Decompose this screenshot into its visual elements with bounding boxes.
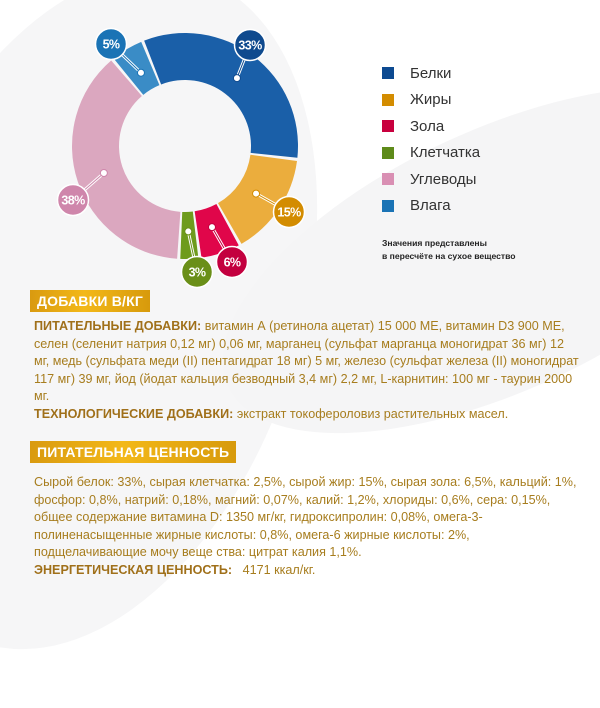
slice-carbs bbox=[72, 60, 180, 258]
data-label: 5% bbox=[102, 37, 120, 52]
nutritional-additives-text: витамин А (ретинола ацетат) 15 000 МЕ, витамин D3 900 МЕ, селен (селенит натрия 0,12 мг) 0,06 мг, марганец (сульфат марганца моногидрат 36 мг) 12 мг, медь (сульфата меди (II) пентагидрат 18 мг) 5 мг, железо (сульфат железа (II) моногидрат 117 мг) 39 мг, йод (йодат кальция безводный 3,4 мг) 2,2 мг, L-карнитин: 100 мг - таурин 2000 мг. bbox=[34, 319, 579, 403]
data-label: 6% bbox=[223, 255, 241, 270]
legend-label: Влага bbox=[410, 197, 451, 215]
legend-label: Зола bbox=[410, 117, 445, 135]
legend bbox=[382, 60, 480, 219]
legend-label: Белки bbox=[410, 64, 452, 82]
tech-additives-label: ТЕХНОЛОГИЧЕСКИЕ ДОБАВКИ: bbox=[34, 406, 234, 421]
additives-header: ДОБАВКИ В/КГ bbox=[30, 290, 150, 312]
note-line: в пересчёте на сухое вещество bbox=[382, 251, 516, 261]
nutrition-header: ПИТАТЕЛЬНАЯ ЦЕННОСТЬ bbox=[30, 441, 236, 463]
data-label: 38% bbox=[61, 193, 85, 208]
data-label: 3% bbox=[188, 265, 206, 280]
leader-dot bbox=[253, 190, 260, 197]
legend-label: Жиры bbox=[410, 91, 452, 109]
note-line: Значения представлены bbox=[382, 238, 487, 248]
leader-dot bbox=[100, 169, 107, 176]
legend-item-moisture bbox=[382, 193, 480, 220]
nutritional-additives-label: ПИТАТЕЛЬНЫЕ ДОБАВКИ: bbox=[34, 319, 202, 333]
leader-dot bbox=[208, 224, 215, 231]
additives-text bbox=[34, 318, 579, 423]
leader-dot bbox=[233, 75, 240, 82]
legend-item-ash bbox=[382, 113, 480, 140]
leader-dot bbox=[137, 69, 144, 76]
energy-value: 4171 ккал/кг. bbox=[232, 562, 316, 577]
dry-matter-note bbox=[382, 237, 516, 263]
nutrition-text bbox=[34, 474, 579, 579]
legend-item-fat bbox=[382, 87, 480, 114]
leader-dot bbox=[185, 228, 192, 235]
legend-item-protein bbox=[382, 60, 480, 87]
slice-protein bbox=[144, 33, 298, 158]
energy-label: ЭНЕРГЕТИЧЕСКАЯ ЦЕННОСТЬ: bbox=[34, 562, 233, 577]
legend-label: Клетчатка bbox=[410, 144, 481, 162]
tech-additives-text: экстракт токофероловиз растительных масел. bbox=[233, 406, 509, 421]
legend-swatch bbox=[382, 173, 394, 185]
nutrition-values: Сырой белок: 33%, сырая клетчатка: 2,5%, сырой жир: 15%, сырая зола: 6,5%, кальций: 1%, фосфор: 0,8%, натрий: 0,18%, магний: 0,07%, калий: 1,2%, хлориды: 0,6%, сера: 0,15%, общее содержание витамина D: 1350 мг/кг, гидроксипролин: 0,08%, омега-3-полиненасыщенные жирные кислоты: 0,8%, омега-6 жирные кислоты: 2%, подщелачивающие мочу веще ства: цитрат калия 1,1%. bbox=[34, 475, 577, 559]
legend-label: Углеводы bbox=[410, 170, 477, 188]
legend-swatch bbox=[382, 94, 394, 106]
legend-item-carbs bbox=[382, 166, 480, 193]
legend-swatch bbox=[382, 120, 394, 132]
legend-swatch bbox=[382, 200, 394, 212]
legend-swatch bbox=[382, 67, 394, 79]
data-label: 15% bbox=[277, 205, 301, 220]
legend-swatch bbox=[382, 147, 394, 159]
legend-item-fiber bbox=[382, 140, 480, 167]
data-label: 33% bbox=[238, 38, 262, 53]
